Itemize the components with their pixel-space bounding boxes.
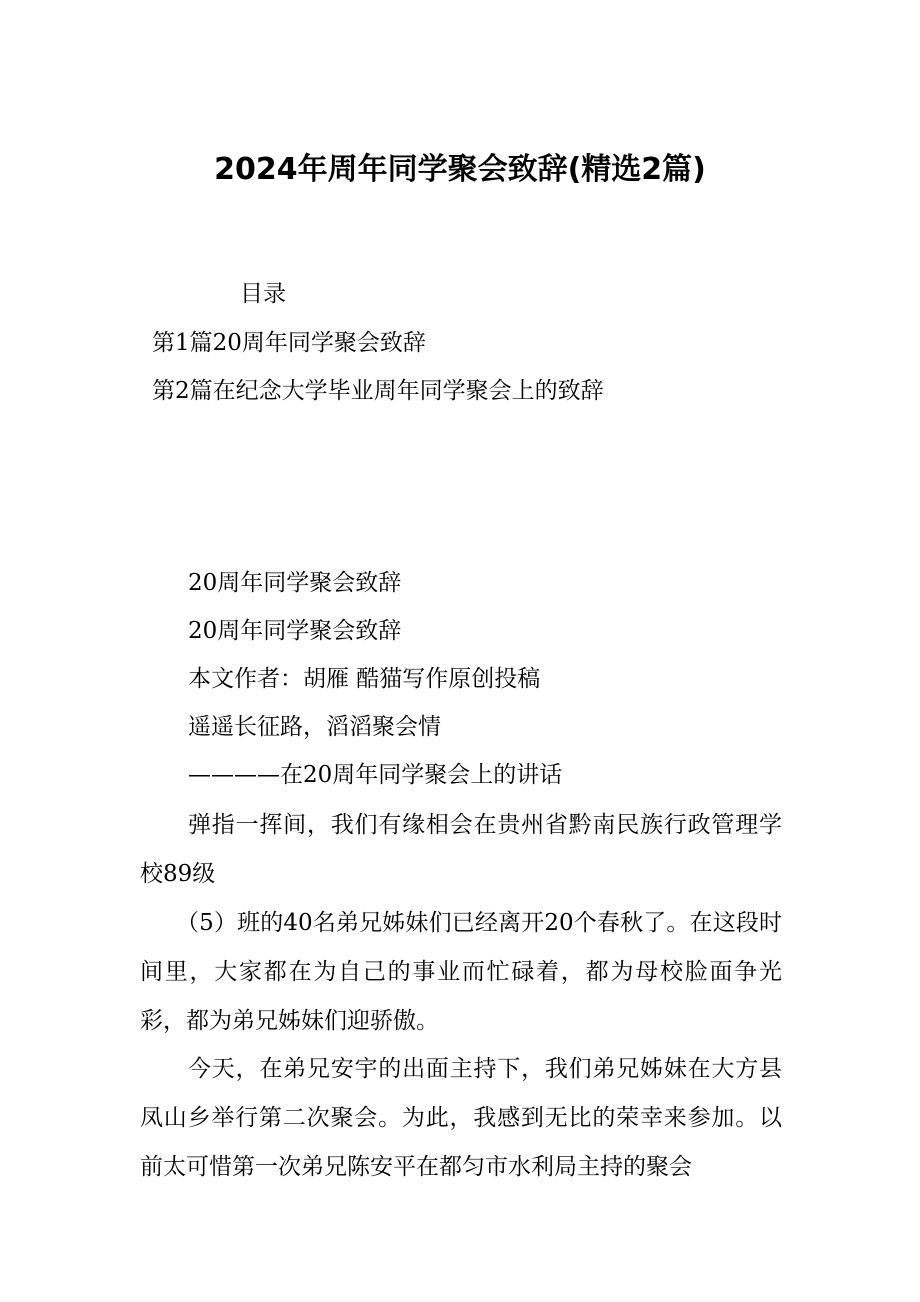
body-paragraph-2: （5）班的40名弟兄姊妹们已经离开20个春秋了。在这段时间里，大家都在为自己的事业而忙碌着，都为母校脸面争光彩，都为弟兄姊妹们迎骄傲。: [140, 910, 782, 1034]
toc-item-1[interactable]: 第1篇20周年同学聚会致辞: [152, 330, 426, 356]
article-tagline: 遥遥长征路，滔滔聚会情: [188, 714, 441, 740]
document-title: 2024年周年同学聚会致辞(精选2篇): [214, 152, 706, 187]
toc-item-2[interactable]: 第2篇在纪念大学毕业周年同学聚会上的致辞: [152, 378, 604, 404]
body-paragraph-1: 弹指一挥间，我们有缘相会在贵州省黔南民族行政管理学校89级: [140, 812, 782, 887]
article-author-line: 本文作者：胡雁 酷猫写作原创投稿: [188, 666, 541, 692]
article-title: 20周年同学聚会致辞: [188, 570, 402, 596]
article-subtitle: 20周年同学聚会致辞: [188, 618, 402, 644]
toc-heading: 目录: [240, 281, 286, 307]
body-paragraph-3: 今天，在弟兄安宇的出面主持下，我们弟兄姊妹在大方县凤山乡举行第二次聚会。为此，我感到无比的荣幸来参加。以前太可惜第一次弟兄陈安平在都匀市水利局主持的聚会: [140, 1056, 782, 1180]
article-speech-line: ————在20周年同学聚会上的讲话: [188, 762, 563, 788]
